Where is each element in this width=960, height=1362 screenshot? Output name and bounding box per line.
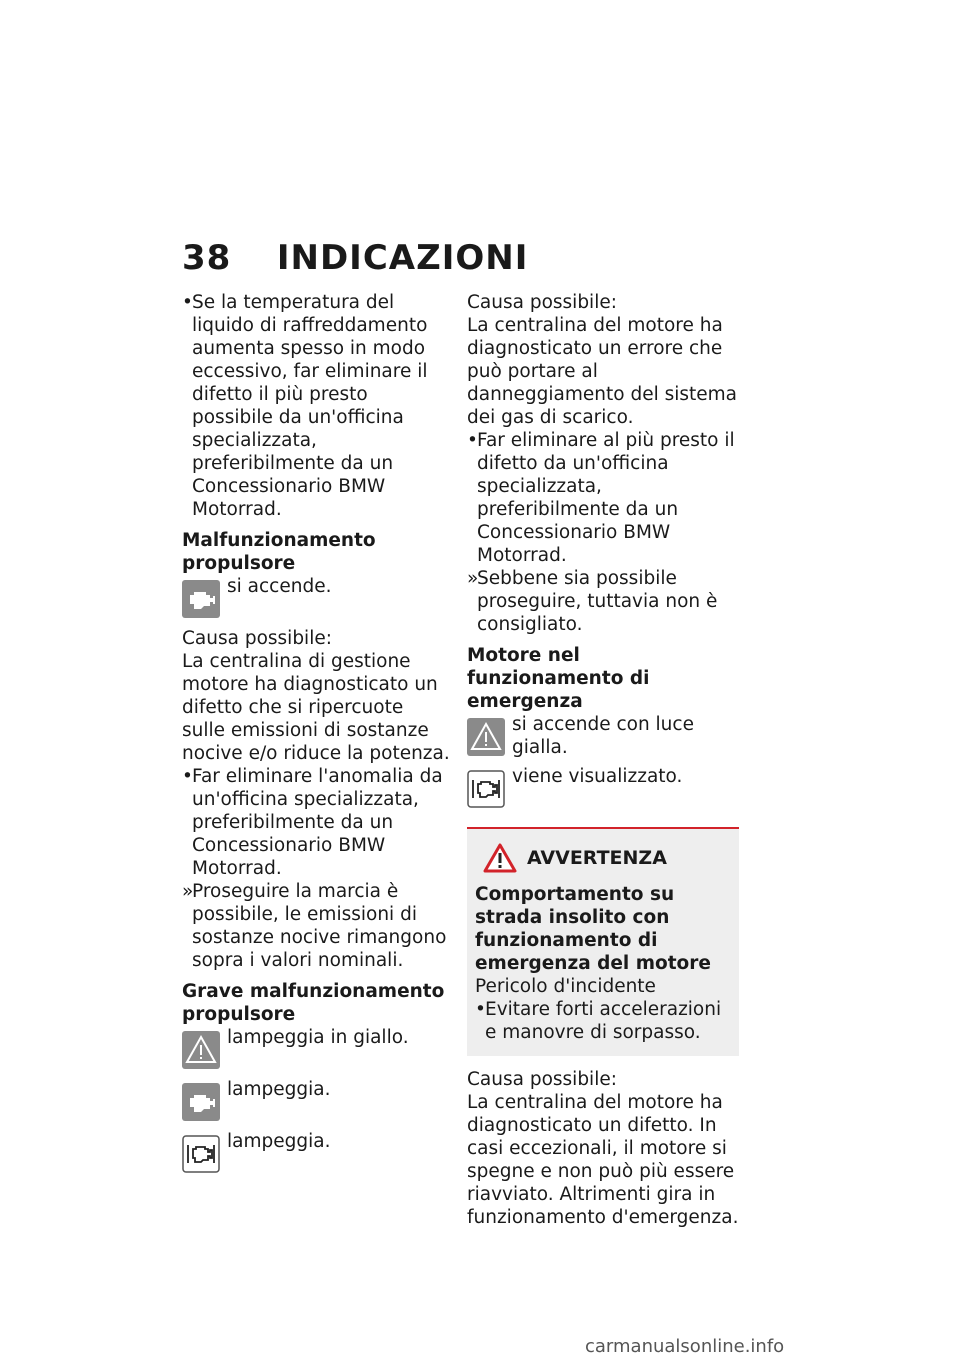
page-number: 38 [182,238,232,278]
engine-warning-icon [182,580,220,618]
bullet-item: • Far eliminare al più presto il difetto da un'officina specializzata, preferibilmente da un Concessionario BMW Motorrad. [467,430,735,566]
cause-label: Causa possibile: [182,628,332,649]
engine-warning-icon [182,1083,220,1121]
drive-fault-icon [182,1135,220,1173]
indicator-text: lampeggia. [227,1079,331,1100]
arrow-item: » Sebbene sia possibile proseguire, tuttavia non è consigliato. [467,568,718,635]
cause-label: Causa possibile: [467,1069,617,1090]
warning-subtitle: Comportamento su strada insolito con funzionamento di emergenza del motore [475,884,711,974]
indicator-text: si accende con luce gialla. [512,714,694,758]
indicator-text: lampeggia. [227,1131,331,1152]
arrow-item: » Proseguire la marcia è possibile, le emissioni di sostanze nocive rimangono sopra i valori nominali. [182,881,447,971]
heading-emergency-mode: Motore nel funzionamento di emergenza [467,645,650,712]
drive-fault-icon [467,770,505,808]
general-warning-icon [467,718,505,756]
heading-severe-malfunction: Grave malfunzionamento propulsore [182,981,445,1025]
indicator-row-drive [182,1130,452,1174]
indicator-row-triangle [467,713,739,757]
warning-title: AVVERTENZA [475,843,731,873]
general-warning-icon [182,1031,220,1069]
page-header [182,238,528,278]
warning-bullet: • Evitare forti accelerazioni e manovre di sorpasso. [475,999,722,1043]
indicator-text: viene visualizzato. [512,766,683,787]
warning-triangle-icon [483,843,517,873]
warning-danger: Pericolo d'incidente [475,976,656,997]
cause-text: La centralina di gestione motore ha diagnosticato un difetto che si ripercuote sulle emissioni di sostanze nocive e/o riduce la potenza. [182,651,450,764]
page-title: INDICAZIONI [276,238,529,278]
indicator-row-drive [467,765,739,809]
bullet-item: • Far eliminare l'anomalia da un'officina specializzata, preferibilmente da un Concessionario BMW Motorrad. [182,766,443,879]
cause-label: Causa possibile: [467,292,617,313]
watermark: carmanualsonline.info [585,1336,785,1357]
left-column [182,291,452,1174]
right-column [467,291,739,1229]
heading-malfunction: Malfunzionamento propulsore [182,530,376,574]
indicator-text: si accende. [227,576,332,597]
cause-text: La centralina del motore ha diagnosticato un difetto. In casi eccezionali, il motore si spegne e non può più essere riavviato. Altrimenti gira in funzionamento d'emergenza. [467,1092,739,1228]
indicator-row-triangle [182,1026,452,1070]
indicator-text: lampeggia in giallo. [227,1027,409,1048]
indicator-row-engine [182,1078,452,1122]
bullet-temperature: • Se la temperatura del liquido di raffreddamento aumenta spesso in modo eccessivo, far eliminare il difetto il più presto possibile da un'officina specializzata, preferibilmente da un Concessionario BMW Motorrad. [182,292,428,520]
indicator-row-engine [182,575,452,619]
warning-box [467,827,739,1056]
cause-text: La centralina del motore ha diagnosticato un errore che può portare al danneggiamento del sistema dei gas di scarico. [467,315,738,428]
